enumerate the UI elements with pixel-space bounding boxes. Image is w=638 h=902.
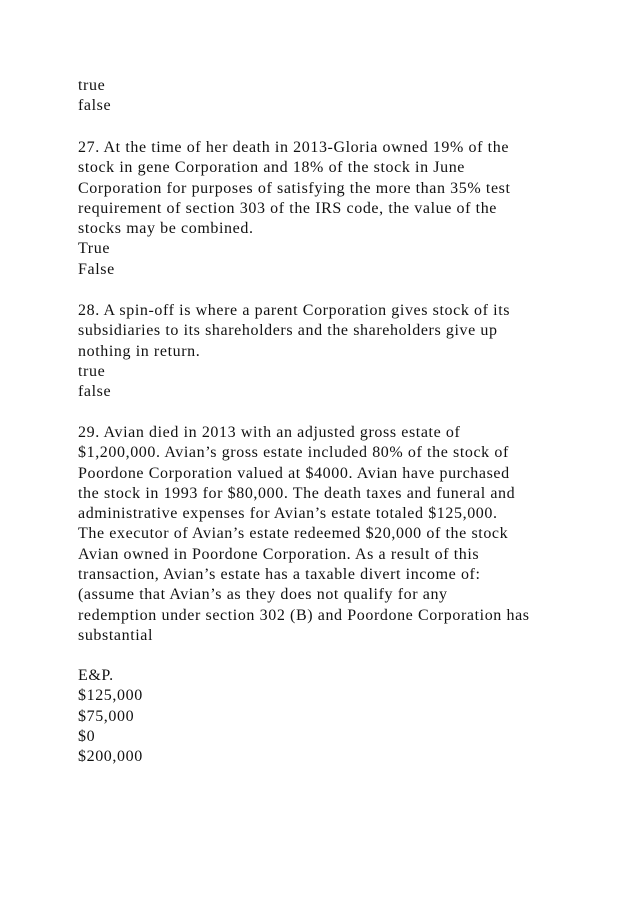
question-27-text: stock in gene Corporation and 18% of the stock in June bbox=[78, 159, 465, 177]
question-28-text: nothing in return. bbox=[78, 342, 201, 360]
question-29-text: transaction, Avian’s estate has a taxable divert income of: bbox=[78, 566, 481, 584]
question-27 bbox=[78, 138, 598, 280]
option-false: false bbox=[78, 97, 112, 115]
question-29-text: 29. Avian died in 2013 with an adjusted gross estate of bbox=[78, 424, 461, 441]
question-29 bbox=[78, 423, 598, 646]
option-c: $0 bbox=[78, 727, 96, 745]
question-28 bbox=[78, 301, 598, 402]
option-a: $125,000 bbox=[78, 687, 143, 705]
question-29-continuation: E&P. bbox=[78, 667, 114, 684]
option-b: $75,000 bbox=[78, 707, 135, 725]
question-29-text: Poordone Corporation valued at $4000. Avian have purchased bbox=[78, 464, 510, 482]
question-27-text: stocks may be combined. bbox=[78, 220, 254, 238]
question-29-text: administrative expenses for Avian’s estate totaled $125,000. bbox=[78, 505, 498, 523]
question-29-text: $1,200,000. Avian’s gross estate included 80% of the stock of bbox=[78, 444, 509, 462]
option-true: True bbox=[78, 240, 111, 258]
question-29-options bbox=[78, 666, 598, 767]
question-28-text: subsidiaries to its shareholders and the shareholders give up bbox=[78, 322, 498, 340]
question-28-text: 28. A spin-off is where a parent Corporation gives stock of its bbox=[78, 302, 511, 319]
option-d: $200,000 bbox=[78, 748, 143, 766]
question-27-text: Corporation for purposes of satisfying the more than 35% test bbox=[78, 179, 511, 197]
question-29-text: Avian owned in Poordone Corporation. As a result of this bbox=[78, 545, 480, 563]
question-29-text: redemption under section 302 (B) and Poordone Corporation has bbox=[78, 606, 530, 624]
option-true: true bbox=[78, 77, 106, 94]
question-29-text: the stock in 1993 for $80,000. The death taxes and funeral and bbox=[78, 484, 516, 502]
option-true: true bbox=[78, 362, 106, 380]
question-29-text: substantial bbox=[78, 626, 154, 644]
question-27-text: requirement of section 303 of the IRS code, the value of the bbox=[78, 199, 497, 217]
question-29-text: (assume that Avian’s as they does not qualify for any bbox=[78, 586, 448, 604]
question-26-options bbox=[78, 76, 598, 117]
option-false: false bbox=[78, 383, 112, 401]
question-29-text: The executor of Avian’s estate redeemed $20,000 of the stock bbox=[78, 525, 509, 543]
option-false: False bbox=[78, 260, 115, 278]
question-27-text: 27. At the time of her death in 2013-Gloria owned 19% of the bbox=[78, 139, 510, 156]
